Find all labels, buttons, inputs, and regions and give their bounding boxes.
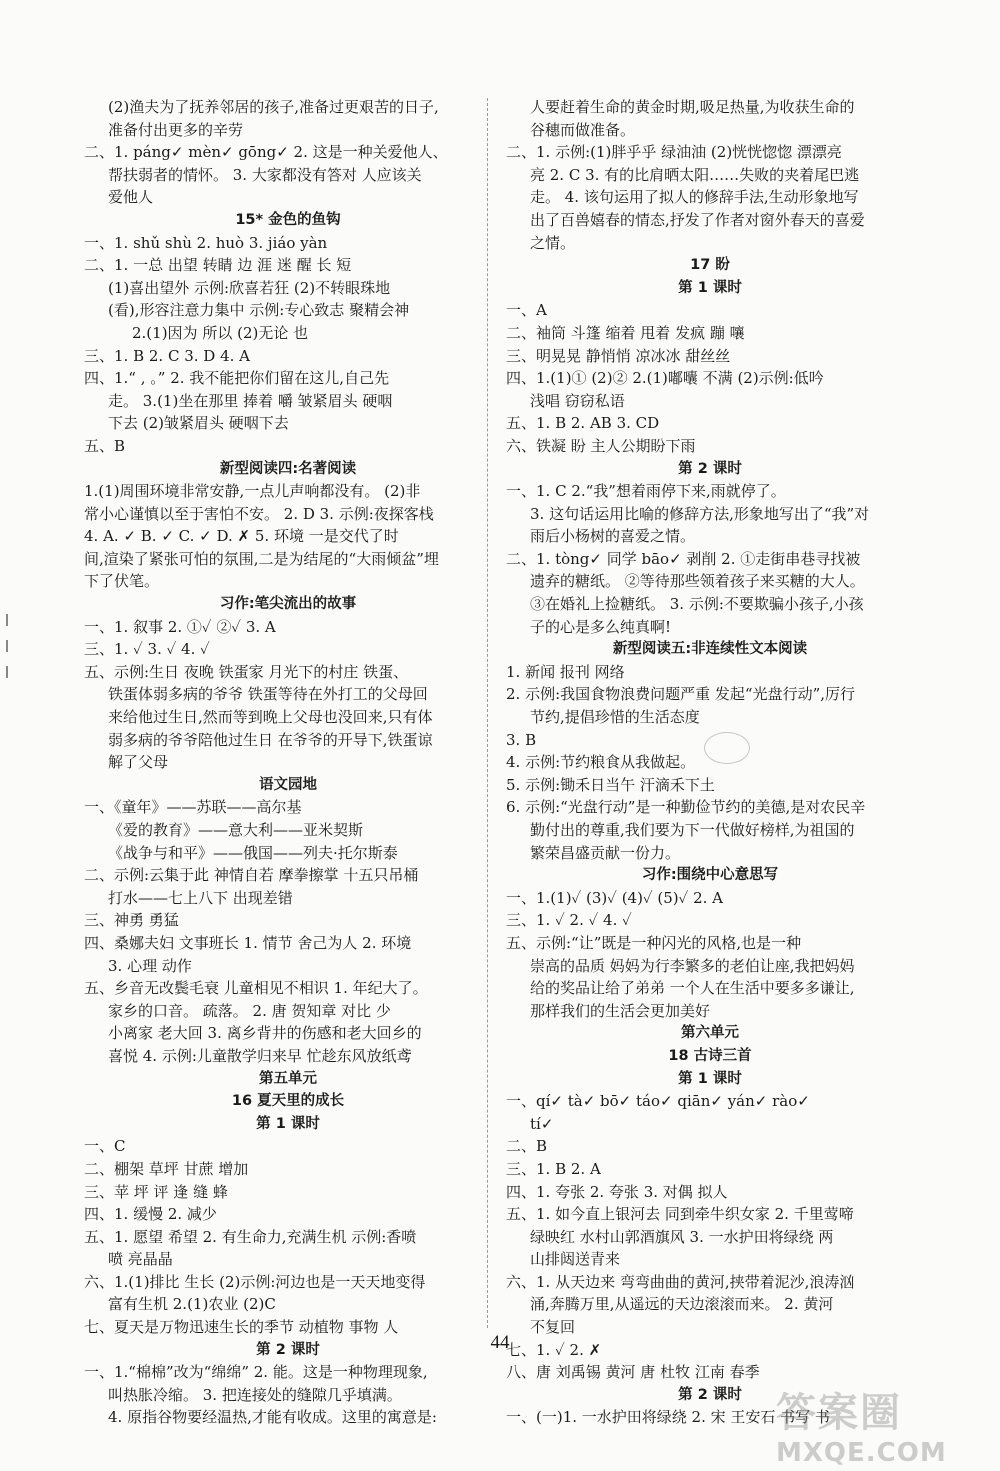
answer-line: 三、1. ✓ 2. ✓ 4. ✓ — [506, 911, 632, 930]
answer-line: 四、1.“ , 。” 2. 我不能把你们留在这儿,自己先 — [84, 369, 390, 388]
answer-line: 爱他人 — [108, 188, 154, 207]
answer-line: 准备付出更多的辛劳 — [108, 120, 244, 139]
section-heading: 第 2 课时 — [256, 1341, 320, 1358]
answer-line: 二、袖筒 斗篷 缩着 甩着 发疯 蹦 嚷 — [506, 323, 745, 342]
answer-line: 亮 2. C 3. 有的比肩晒太阳……失败的夹着尾巴逃 — [530, 165, 860, 184]
answer-line: 二、1. páng✓ mèn✓ gōng✓ 2. 这是一种关爱他人、 — [84, 143, 448, 162]
answer-line: 山排闼送青来 — [530, 1250, 621, 1269]
answer-line: 喜悦 4. 示例:儿童散学归来早 忙趁东风放纸鸢 — [108, 1046, 412, 1065]
ink-stamp — [704, 732, 750, 764]
answer-line: 五、示例:“让”既是一种闪光的风格,也是一种 — [506, 933, 802, 952]
section-heading: 第 1 课时 — [678, 1070, 742, 1087]
answer-line: 子的心是多么纯真啊! — [530, 617, 672, 636]
answer-line: 一、C — [84, 1137, 126, 1156]
answer-line: 六、铁凝 盼 主人公期盼下雨 — [506, 436, 696, 455]
section-heading: 第五单元 — [259, 1070, 317, 1087]
section-heading: 18 古诗三首 — [668, 1047, 752, 1064]
answer-line: 不复回 — [530, 1318, 576, 1337]
answer-line: 浅唱 窃窃私语 — [530, 391, 625, 410]
answer-line: 4. 示例:节约粮食从我做起。 — [506, 753, 696, 772]
answer-line: 小离家 老大回 3. 离乡背井的伤感和老大回乡的 — [108, 1024, 422, 1043]
answer-line: 三、1. B 2. A — [506, 1159, 601, 1178]
answer-line: 3. 这句话运用比喻的修辞方法,形象地写出了“我”对 — [530, 504, 870, 523]
answer-line: 四、1. 夸张 2. 夸张 3. 对偶 拟人 — [506, 1182, 728, 1201]
binding-marks — [6, 600, 12, 692]
section-heading: 新型阅读五:非连续性文本阅读 — [612, 641, 808, 658]
answer-line: 《爱的教育》——意大利——亚米契斯 — [108, 821, 364, 839]
answer-line: 下去 (2)皱紧眉头 硬咽下去 — [108, 414, 289, 433]
answer-line: 四、1. 缓慢 2. 减少 — [84, 1205, 217, 1224]
answer-line: 4. 原指谷物要经温热,才能有收成。这里的寓意是: — [108, 1408, 437, 1427]
answer-line: 给的奖品让给了弟弟 一个人在生活中要多多谦让, — [530, 979, 855, 998]
section-heading: 16 夏天里的成长 — [231, 1093, 345, 1110]
site-watermark — [776, 1381, 986, 1468]
answer-line: 五、1. 如今直上银河去 同到牵牛织女家 2. 千里莺啼 — [506, 1205, 854, 1224]
answer-line: 八、唐 刘禹锡 黄河 唐 杜牧 江南 春季 — [506, 1363, 760, 1382]
answer-line: 间,渲染了紧张可怕的氛围,二是为结尾的“大雨倾盆”埋 — [84, 549, 439, 568]
answer-line: 人要赶着生命的黄金时期,吸足热量,为收获生命的 — [530, 98, 855, 116]
answer-line: 二、示例:云集于此 神情自若 摩拳擦掌 十五只吊桶 — [84, 866, 419, 885]
answer-line: 三、苹 坪 评 逢 缝 蜂 — [84, 1182, 228, 1201]
answer-line: 三、1. ✓ 3. ✓ 4. ✓ — [84, 640, 210, 659]
answer-line: tí✓ — [530, 1114, 554, 1133]
answer-line: 五、乡音无改鬓毛衰 儿童相见不相识 1. 年纪大了。 — [84, 979, 428, 998]
answer-line: (看),形容注意力集中 示例:专心致志 聚精会神 — [108, 301, 410, 320]
answer-line: 一、(一)1. 一水护田将绿绕 2. 宋 王安石 书写 书 — [506, 1408, 830, 1427]
answer-line: 二、1. 示例:(1)胖乎乎 绿油油 (2)恍恍惚惚 漂漂亮 — [506, 143, 842, 162]
answer-line: 之情。 — [530, 233, 576, 252]
answer-line: 六、1.(1)排比 生长 (2)示例:河边也是一天天地变得 — [84, 1272, 426, 1291]
answer-line: 涌,奔腾万里,从遥远的天边滚滚而来。 2. 黄河 — [530, 1295, 834, 1314]
answer-line: 一、1. shǔ shù 2. huò 3. jiáo yàn — [84, 233, 328, 252]
answer-line: 走。 3.(1)坐在那里 捧着 嚼 皱紧眉头 硬咽 — [108, 391, 393, 410]
answer-line: 《战争与和平》——俄国——列夫·托尔斯泰 — [108, 843, 398, 862]
answer-line: 遗弃的糖纸。 ②等待那些领着孩子来买糖的大人。 — [530, 572, 865, 591]
answer-line: 6. 示例:“光盘行动”是一种勤俭节约的美德,是对农民辛 — [506, 798, 866, 817]
answer-line: 崇高的品质 妈妈为行李繁多的老伯让座,我把妈妈 — [530, 956, 855, 975]
answer-line: 四、桑娜夫妇 文事班长 1. 情节 舍己为人 2. 环境 — [84, 933, 412, 952]
answer-line: 七、夏天是万物迅速生长的季节 动植物 事物 人 — [84, 1318, 399, 1337]
answer-line: 六、1. 从天边来 弯弯曲曲的黄河,挟带着泥沙,浪涛汹 — [506, 1272, 855, 1291]
section-heading: 习作:笔尖流出的故事 — [219, 596, 357, 613]
answer-line: 绿映红 水村山郭酒旗风 3. 一水护田将绿绕 两 — [530, 1227, 834, 1246]
answer-line: 一、qí✓ tà✓ bō✓ táo✓ qiān✓ yán✓ rào✓ — [506, 1092, 810, 1111]
section-heading: 15* 金色的鱼钩 — [235, 211, 341, 228]
answer-line: 三、1. B 2. C 3. D 4. A — [84, 346, 250, 365]
answer-line: 五、示例:生日 夜晚 铁蛋家 月光下的村庄 铁蛋、 — [84, 662, 409, 681]
answer-line: 来给他过生日,然而等到晚上父母也没回来,只有体 — [108, 708, 433, 727]
section-heading: 语文园地 — [259, 776, 317, 793]
answer-line: 常小心谨慎以至于害怕不安。 2. D 3. 示例:夜探客栈 — [84, 504, 434, 523]
answer-line: 富有生机 2.(1)农业 (2)C — [108, 1295, 276, 1314]
answer-line: 下了伏笔。 — [84, 572, 160, 591]
answer-line: 一、1.(1)✓ (3)✓ (4)✓ (5)✓ 2. A — [506, 888, 723, 907]
section-heading: 第 2 课时 — [678, 1386, 742, 1403]
answer-line: 3. B — [506, 730, 537, 749]
answer-line: 五、1. B 2. AB 3. CD — [506, 414, 660, 433]
answer-line: 4. A. ✓ B. ✓ C. ✓ D. ✗ 5. 环境 一是交代了时 — [84, 527, 399, 546]
answer-line: 节约,提倡珍惜的生活态度 — [530, 708, 700, 727]
answer-line: 二、B — [506, 1137, 548, 1156]
answer-line: 三、明晃晃 静悄悄 凉冰冰 甜丝丝 — [506, 346, 731, 365]
answer-line: 三、神勇 勇猛 — [84, 911, 179, 930]
answer-line: 1.(1)周围环境非常安静,一点儿声响都没有。 (2)非 — [84, 482, 421, 501]
answer-line: 二、1. 一总 出望 转睛 边 涯 迷 醒 长 短 — [84, 256, 352, 275]
answer-line: 一、《童年》——苏联——高尔基 — [84, 798, 302, 817]
answer-line: 一、1.“棉棉”改为“绵绵” 2. 能。这是一种物理现象, — [84, 1363, 428, 1382]
answer-line: 叫热胀冷缩。 3. 把连接处的缝隙几乎填满。 — [108, 1385, 402, 1404]
column-divider — [487, 98, 488, 1328]
answer-line: 铁蛋体弱多病的爷爷 铁蛋等待在外打工的父母回 — [108, 685, 428, 704]
answer-line: 打水——七上八下 出现差错 — [108, 888, 293, 907]
answer-line: 雨后小杨树的喜爱之情。 — [530, 527, 696, 546]
answer-line: 2. 示例:我国食物浪费问题严重 发起“光盘行动”,厉行 — [506, 685, 856, 704]
answer-line: 弱多病的爷爷陪他过生日 在爷爷的开导下,铁蛋谅 — [108, 730, 433, 749]
section-heading: 第六单元 — [681, 1025, 739, 1042]
left-column — [84, 96, 492, 1429]
answer-line: 走。 4. 该句运用了拟人的修辞手法,生动形象地写 — [530, 188, 859, 207]
answer-line: 二、1. tòng✓ 同学 bāo✓ 剥削 2. ①走街串巷寻找被 — [506, 549, 861, 568]
section-heading: 第 2 课时 — [678, 460, 742, 477]
section-heading: 新型阅读四:名著阅读 — [219, 460, 357, 477]
answer-line: 帮扶弱者的情怀。 3. 大家都没有答对 人应该关 — [108, 165, 422, 184]
answer-line: 5. 示例:锄禾日当午 汗滴禾下土 — [506, 775, 715, 794]
right-column — [506, 96, 914, 1429]
answer-line: (2)渔夫为了抚养邻居的孩子,准备过更艰苦的日子, — [108, 98, 439, 116]
answer-line: 五、1. 愿望 希望 2. 有生命力,充满生机 示例:香喷 — [84, 1227, 417, 1246]
section-heading: 17 盼 — [690, 257, 730, 274]
answer-line: 二、棚架 草坪 甘蔗 增加 — [84, 1159, 249, 1178]
answer-line: 一、A — [506, 301, 547, 320]
section-heading: 第 1 课时 — [678, 279, 742, 296]
answer-line: 3. 心理 动作 — [108, 956, 192, 975]
answer-line: 解了父母 — [108, 753, 169, 772]
answer-line: 七、1. ✓ 2. ✗ — [506, 1340, 602, 1359]
answer-line: 一、1. C 2.“我”想着雨停下来,雨就停了。 — [506, 482, 786, 501]
answer-line: 一、1. 叙事 2. ①✓ ②✓ 3. A — [84, 617, 276, 636]
answer-line: 2.(1)因为 所以 (2)无论 也 — [132, 323, 309, 342]
answer-line: 家乡的口音。 疏落。 2. 唐 贺知章 对比 少 — [108, 1001, 391, 1020]
watermark-url: MXQE.COM — [776, 1438, 947, 1468]
answer-line: 四、1.(1)① (2)② 2.(1)嘟囔 不满 (2)示例:低吟 — [506, 369, 824, 388]
page-number: 44 — [490, 1332, 510, 1353]
answer-line: 谷穗而做准备。 — [530, 120, 636, 139]
answer-line: 繁荣昌盛贡献一份力。 — [530, 843, 681, 862]
watermark-logo: 答案圈 — [776, 1390, 902, 1436]
answer-line: 出了百兽嬉春的情态,抒发了作者对窗外春天的喜爱 — [530, 210, 865, 229]
answer-line: 勤付出的尊重,我们要为下一代做好榜样,为祖国的 — [530, 821, 855, 839]
answer-line: 喷 亮晶晶 — [108, 1250, 173, 1269]
answer-line: ③在婚礼上捡糖纸。 3. 示例:不要欺骗小孩子,小孩 — [530, 595, 864, 614]
answer-line: 五、B — [84, 436, 126, 455]
section-heading: 习作:围绕中心意思写 — [641, 867, 779, 884]
answer-line: (1)喜出望外 示例:欣喜若狂 (2)不转眼珠地 — [108, 278, 391, 297]
answer-line: 1. 新闻 报刊 网络 — [506, 662, 625, 681]
answer-line: 那样我们的生活会更加美好 — [530, 1001, 711, 1020]
section-heading: 第 1 课时 — [256, 1115, 320, 1132]
